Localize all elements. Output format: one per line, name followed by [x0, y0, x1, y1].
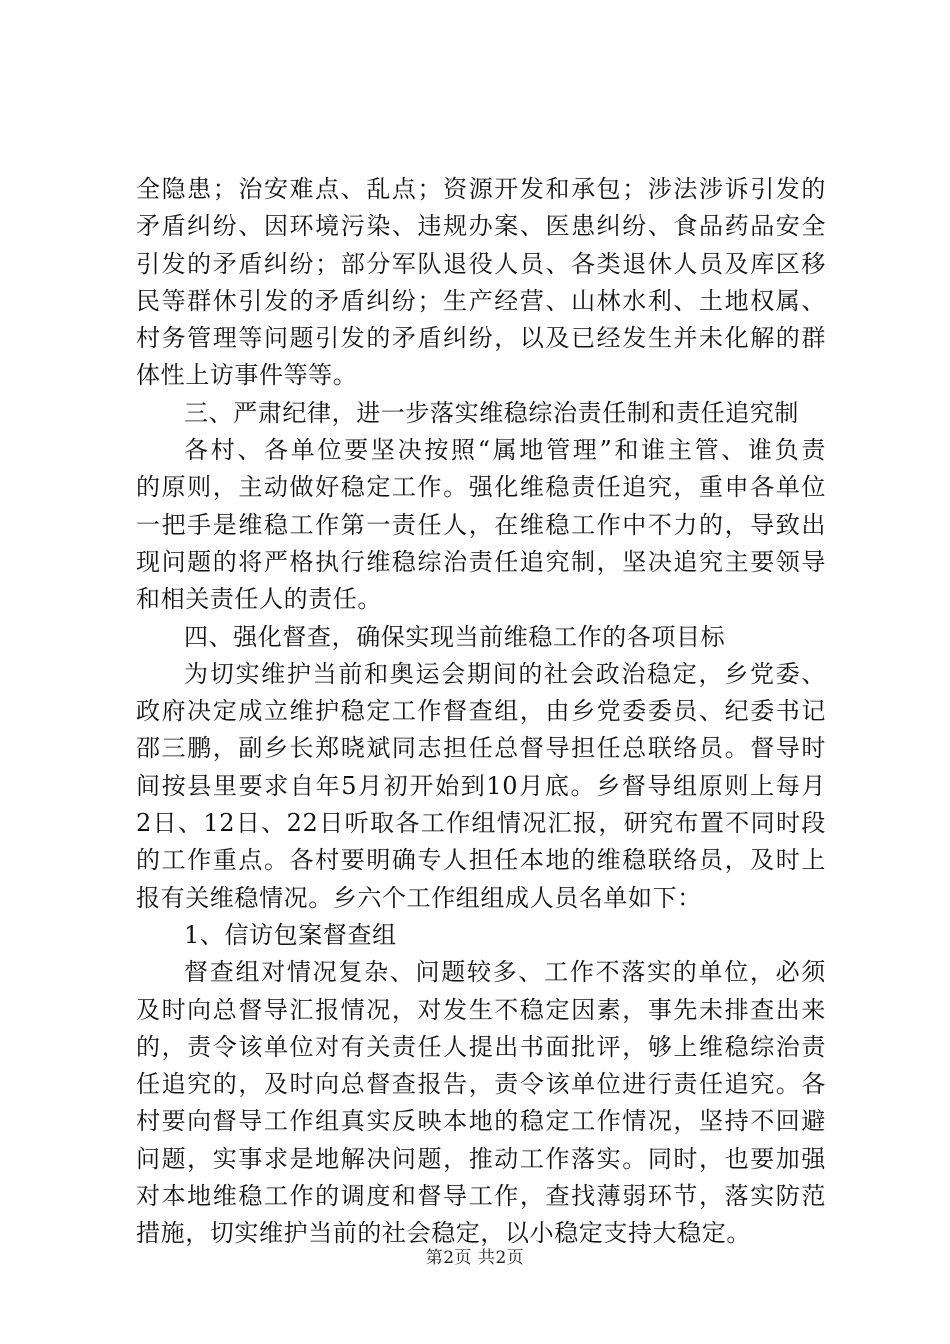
body-line: 村务管理等问题引发的矛盾纠纷，以及已经发生并未化解的群	[136, 324, 826, 353]
body-line: 的，责令该单位对有关责任人提出书面批评，够上维稳综治责	[136, 1032, 826, 1061]
body-line: 问题，实事求是地解决问题，推动工作落实。同时，也要加强	[136, 1144, 826, 1173]
body-line: 间按县里要求自年5月初开始到10月底。乡督导组原则上每月	[136, 771, 826, 800]
body-line: 政府决定成立维护稳定工作督查组，由乡党委委员、纪委书记	[136, 697, 826, 726]
body-line: 各村、各单位要坚决按照“属地管理”和谁主管、谁负责	[184, 436, 826, 465]
body-line: 矛盾纠纷、因环境污染、违规办案、医患纠纷、食品药品安全	[136, 212, 826, 241]
page-number-footer: 第2页 共2页	[425, 1248, 525, 1268]
body-line: 对本地维稳工作的调度和督导工作，查找薄弱环节，落实防范	[136, 1182, 826, 1211]
body-line: 村要向督导工作组真实反映本地的稳定工作情况，坚持不回避	[136, 1107, 826, 1136]
body-line: 措施，切实维护当前的社会稳定，以小稳定支持大稳定。	[136, 1219, 751, 1248]
section-heading-4: 四、强化督查，确保实现当前维稳工作的各项目标	[184, 622, 726, 651]
body-line: 体性上访事件等等。	[136, 361, 358, 390]
body-line: 引发的矛盾纠纷；部分军队退役人员、各类退休人员及库区移	[136, 249, 826, 278]
body-line: 督查组对情况复杂、问题较多、工作不落实的单位，必须	[184, 958, 826, 987]
body-line: 2日、12日、22日听取各工作组情况汇报，研究布置不同时段	[136, 809, 826, 838]
body-line: 一把手是维稳工作第一责任人，在维稳工作中不力的，导致出	[136, 510, 826, 539]
body-line: 邵三鹏，副乡长郑晓斌同志担任总督导担任总联络员。督导时	[136, 734, 826, 763]
body-line: 现问题的将严格执行维稳综治责任追究制，坚决追究主要领导	[136, 547, 826, 576]
document-body	[136, 171, 826, 1253]
body-line: 的工作重点。各村要明确专人担任本地的维稳联络员，及时上	[136, 846, 826, 875]
body-line: 及时向总督导汇报情况，对发生不稳定因素，事先未排查出来	[136, 995, 826, 1024]
body-line: 报有关维稳情况。乡六个工作组组成人员名单如下：	[136, 883, 702, 912]
subsection-heading-1: 1、信访包案督查组	[184, 920, 397, 949]
body-line: 民等群休引发的矛盾纠纷；生产经营、山林水利、土地权属、	[136, 286, 826, 315]
section-heading-3: 三、严肃纪律，进一步落实维稳综治责任制和责任追究制	[184, 398, 799, 427]
body-line: 任追究的，及时向总督查报告，责令该单位进行责任追究。各	[136, 1070, 826, 1099]
body-line: 的原则，主动做好稳定工作。强化维稳责任追究，重申各单位	[136, 473, 826, 502]
body-line: 为切实维护当前和奥运会期间的社会政治稳定，乡党委、	[184, 659, 826, 688]
body-line: 全隐患；治安难点、乱点；资源开发和承包；涉法涉诉引发的	[136, 175, 826, 203]
body-line: 和相关责任人的责任。	[136, 585, 382, 614]
